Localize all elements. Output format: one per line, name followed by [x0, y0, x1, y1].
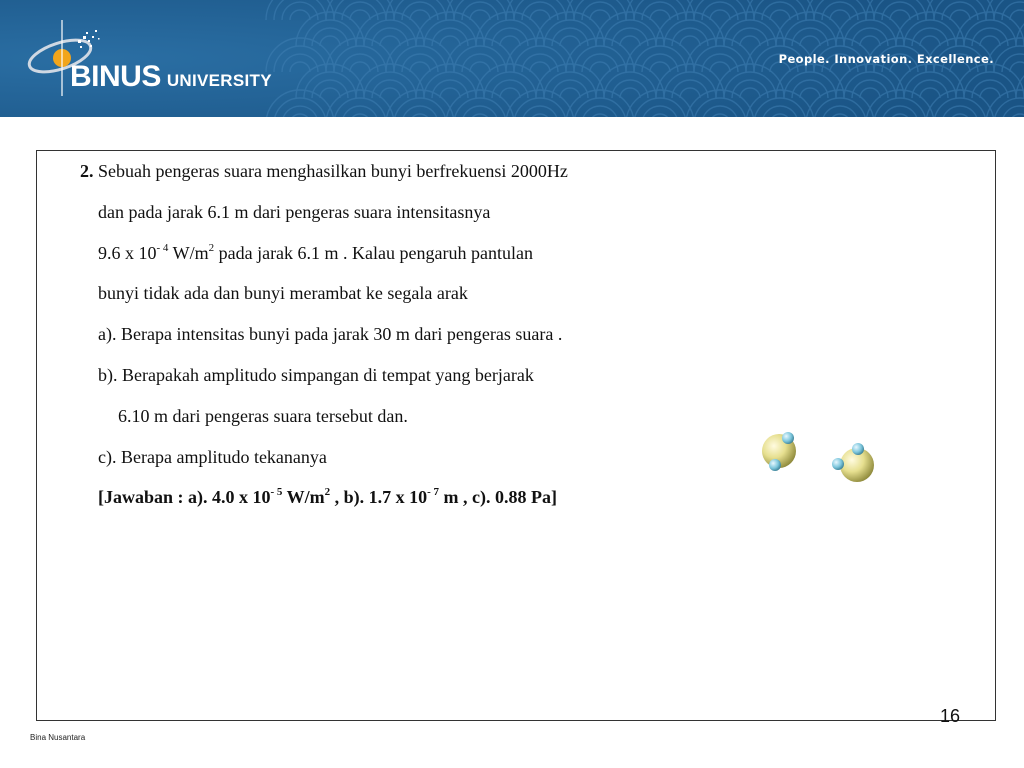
intensity-unit: W/m	[168, 242, 209, 263]
intensity-rest: pada jarak 6.1 m . Kalau pengaruh pantulan	[214, 242, 533, 263]
header-banner	[0, 0, 1024, 117]
question-a: a). Berapa intensitas bunyi pada jarak 30 m dari pengeras suara .	[98, 324, 563, 345]
footer-text: Bina Nusantara	[30, 733, 86, 742]
question-b-continued: 6.10 m dari pengeras suara tersebut dan.	[118, 405, 408, 426]
problem-line-3	[80, 238, 760, 279]
answer-b-exponent: - 7	[427, 486, 440, 499]
question-c: c). Berapa amplitudo tekananya	[98, 446, 327, 467]
logo-brand: BINUS	[70, 60, 161, 93]
intensity-value: 9.6 x 10	[98, 242, 157, 263]
problem-line-1	[80, 156, 760, 197]
problem-line-4: bunyi tidak ada dan bunyi merambat ke segala arak	[98, 283, 468, 304]
answer-a: [Jawaban : a). 4.0 x 10	[98, 487, 271, 508]
problem-text	[80, 156, 760, 523]
question-b: b). Berapakah amplitudo simpangan di tempat yang berjarak	[98, 364, 534, 385]
molecule-icon	[755, 425, 885, 495]
page-number: 16	[940, 706, 961, 726]
answer-line	[80, 482, 760, 523]
tagline: People. Innovation. Excellence.	[778, 52, 994, 66]
problem-number: 2.	[80, 161, 94, 181]
intensity-exponent: - 4	[156, 241, 169, 254]
answer-a-exponent: - 5	[270, 486, 283, 499]
answer-c: m , c). 0.88 Pa]	[439, 487, 558, 508]
logo-wordmark	[70, 60, 272, 94]
problem-line-2: dan pada jarak 6.1 m dari pengeras suara intensitasnya	[98, 201, 491, 222]
intensity-unit-exponent: 2	[208, 241, 215, 254]
problem-statement: Sebuah pengeras suara menghasilkan bunyi berfrekuensi 2000Hz	[98, 161, 568, 181]
answer-b: , b). 1.7 x 10	[330, 487, 428, 508]
logo-university: UNIVERSITY	[166, 71, 272, 90]
answer-a-unit: W/m	[282, 487, 325, 508]
answer-a-unit-exponent: 2	[324, 486, 331, 499]
